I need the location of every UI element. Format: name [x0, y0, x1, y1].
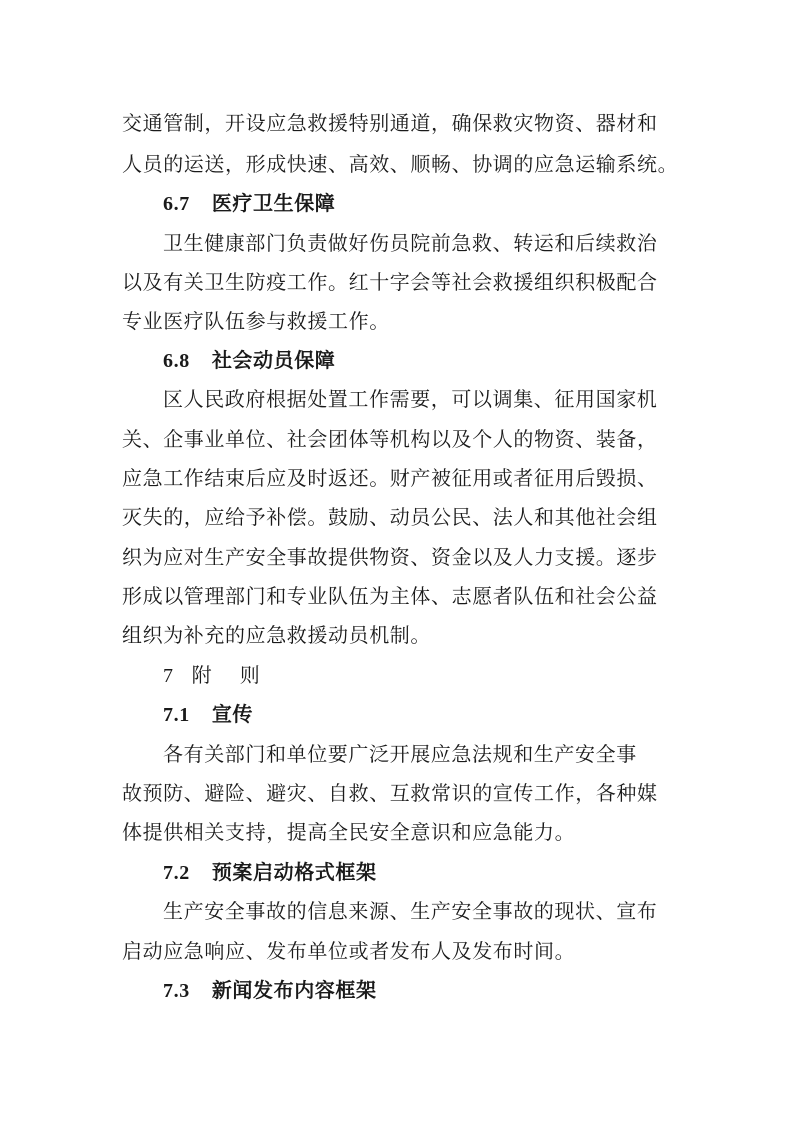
section-title: 医疗卫生保障 [211, 191, 336, 215]
section-number: 7.2 [163, 862, 190, 884]
paragraph-line: 形成以管理部门和专业队伍为主体、志愿者队伍和社会公益 [122, 584, 658, 608]
chapter-title: 附 则 [191, 663, 261, 687]
chapter-number: 7 [163, 665, 174, 687]
chapter-heading-7 [163, 661, 260, 690]
paragraph-line: 生产安全事故的信息来源、生产安全事故的现状、宣布 [163, 899, 658, 923]
paragraph-line: 区人民政府根据处置工作需要，可以调集、征用国家机 [163, 387, 658, 411]
section-title: 预案启动格式框架 [211, 860, 377, 884]
paragraph-line: 启动应急响应、发布单位或者发布人及发布时间。 [122, 939, 576, 963]
section-heading-7-2 [163, 858, 377, 887]
section-heading-6-7 [163, 189, 335, 218]
paragraph-line: 体提供相关支持，提高全民安全意识和应急能力。 [122, 820, 576, 844]
section-heading-7-1 [163, 700, 253, 729]
section-number: 6.7 [163, 193, 190, 215]
paragraph-line: 人员的运送，形成快速、高效、顺畅、协调的应急运输系统。 [122, 152, 679, 176]
paragraph-line: 卫生健康部门负责做好伤员院前急救、转运和后续救治 [163, 231, 658, 255]
paragraph-line: 关、企事业单位、社会团体等机构以及个人的物资、装备， [122, 427, 658, 451]
paragraph-line: 织为应对生产安全事故提供物资、资金以及人力支援。逐步 [122, 545, 658, 569]
paragraph-line: 灭失的，应给予补偿。鼓励、动员公民、法人和其他社会组 [122, 505, 658, 529]
paragraph-line: 以及有关卫生防疫工作。红十字会等社会救援组织积极配合 [122, 270, 658, 294]
paragraph-line: 专业医疗队伍参与救援工作。 [122, 309, 390, 333]
section-number: 7.1 [163, 704, 190, 726]
paragraph-line: 应急工作结束后应及时返还。财产被征用或者征用后毁损、 [122, 466, 658, 490]
section-title: 宣传 [211, 702, 254, 726]
section-number: 6.8 [163, 350, 190, 372]
paragraph-line: 故预防、避险、避灾、自救、互救常识的宣传工作，各种媒 [122, 781, 658, 805]
paragraph-line: 交通管制，开设应急救援特别通道，确保救灾物资、器材和 [122, 111, 658, 135]
section-title: 新闻发布内容框架 [211, 978, 377, 1002]
paragraph-line: 组织为补充的应急救援动员机制。 [122, 623, 431, 647]
section-number: 7.3 [163, 980, 190, 1002]
section-title: 社会动员保障 [211, 348, 336, 372]
section-heading-7-3 [163, 976, 377, 1005]
section-heading-6-8 [163, 346, 335, 375]
paragraph-line: 各有关部门和单位要广泛开展应急法规和生产安全事 [163, 742, 637, 766]
